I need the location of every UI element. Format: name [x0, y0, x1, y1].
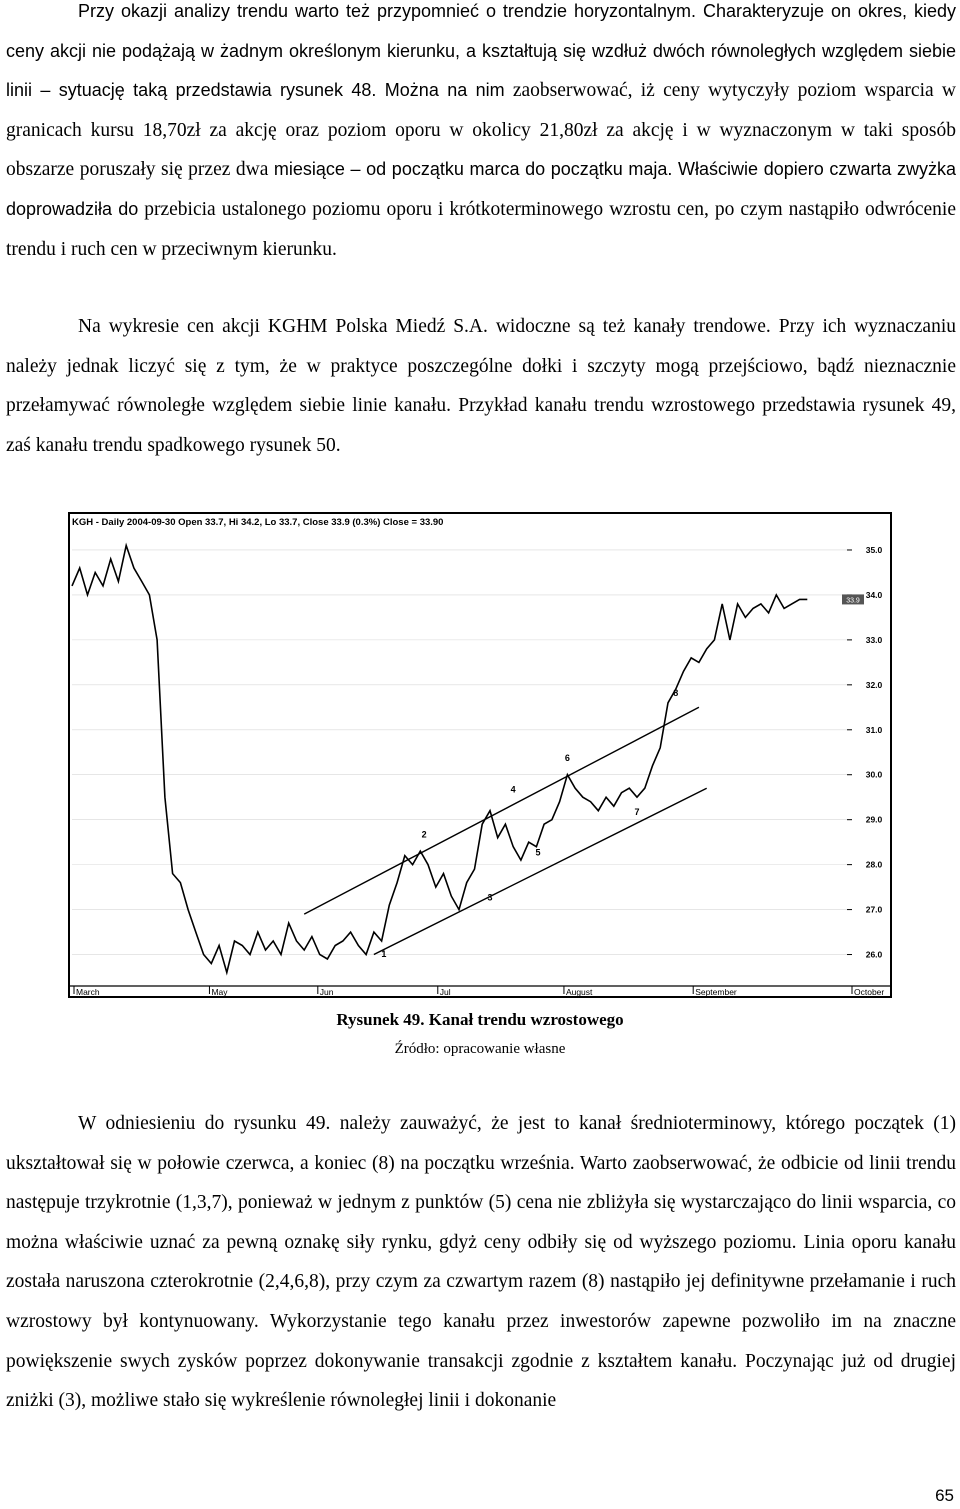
y-tick-label: 35.0 [865, 544, 883, 555]
point-label: 8 [673, 688, 679, 699]
last-value-marker [842, 594, 864, 604]
paragraph-1-serif-part: zaobserwować, iż ceny wytyczyły poziom wsparcia w granicach kursu 18,70zł za akcję oraz poziom oporu w okolicy 21,80zł za akcję i w wyznaczonym w taki sposób obszarze poruszały się przez dwa [6, 80, 956, 181]
y-tick-label: 31.0 [865, 724, 883, 735]
figure-source: Źródło: opracowanie własne [394, 1041, 566, 1057]
last-value-text: 33.9 [846, 597, 860, 605]
y-tick-label: 34.0 [865, 589, 883, 600]
x-tick-label: Jun [319, 987, 334, 997]
figure-caption: Rysunek 49. Kanał trendu wzrostowego [336, 1010, 624, 1029]
y-tick-label: 26.0 [865, 949, 883, 960]
paragraph-2 [6, 307, 956, 465]
point-label: 1 [381, 948, 387, 959]
point-label: 7 [634, 807, 640, 818]
chart-frame [69, 513, 891, 997]
x-tick-label: September [695, 987, 737, 997]
paragraph-2-text: Na wykresie cen akcji KGHM Polska Miedź S.A. widoczne są też kanały trendowe. Przy ich wyznaczaniu należy jednak liczyć się z tym, że w praktyce poszczególne dołki i szczyty mogą przejściowo, bądź nieznacznie przełamywać równoległe względem siebie linie kanału. Przykład kanału trendu wzrostowego przedstawia rysunek 49, zaś kanału trendu spadkowego rysunek 50. [6, 316, 956, 456]
y-tick-label: 29.0 [865, 814, 883, 825]
point-label: 6 [564, 753, 570, 764]
page-number: 65 [935, 1486, 954, 1505]
point-label: 4 [510, 784, 516, 795]
x-tick-label: August [565, 987, 593, 997]
paragraph-3 [6, 1104, 956, 1421]
point-label: 2 [421, 829, 427, 840]
x-tick-label: Jul [439, 987, 451, 997]
paragraph-3-text: W odniesieniu do rysunku 49. należy zauważyć, że jest to kanał średnioterminowy, którego początek (1) ukształtował się w połowie czerwca, a koniec (8) na początku września. Warto zaobserwować, że odbicie od linii trendu następuje trzykrotnie (1,3,7), ponieważ w jednym z punktów (5) cena nie zbliżyła się wystarczająco do linii wsparcia, co można właściwie uznać za pewną oznakę siły rynku, gdyż ceny odbiły się od wyższego poziomu. Linia oporu kanału została naruszona czterokrotnie (2,4,6,8), przy czym za czwartym razem (8) nastąpiło jej definitywne przełamanie i ruch wzrostowy był kontynuowany. Wykorzystanie tego kanału przez inwestorów zapewne pozwoliło im na znaczne powiększenie swych zysków poprzez dokonywanie transakcji zgodnie z kształtem kanału. Poczynając już od drugiej zniżki (3), możliwe stało się wykreślenie równoległej linii i dokonanie [6, 1113, 956, 1412]
y-tick-label: 27.0 [865, 904, 883, 915]
paragraph-1 [6, 0, 956, 269]
y-tick-label: 30.0 [865, 769, 883, 780]
paragraph-1-serif-part-2: przebicia ustalonego poziomu oporu i krótkoterminowego wzrostu cen, po czym nastąpiło odwrócenie trendu i ruch cen w przeciwnym kierunku. [6, 198, 957, 260]
x-tick-label: October [854, 987, 885, 997]
x-tick-label: March [76, 987, 100, 997]
y-tick-label: 33.0 [865, 634, 883, 645]
y-tick-label: 32.0 [865, 679, 883, 690]
paragraph-1-sans-part: Przy okazji analizy trendu warto też przypomnieć o trendzie horyzontalnym. Charakteryzuje on okres, kiedy ceny akcji nie podążają w żadnym określonym kierunku, a kształtują się wzdłuż dwóch równoległych względem siebie linii – sytuację taką przedstawia rysunek 48. Można na nim [6, 1, 956, 101]
x-tick-label: May [211, 987, 228, 997]
point-label: 5 [535, 847, 541, 858]
point-label: 3 [487, 892, 493, 903]
price-chart [68, 512, 892, 998]
chart-title: KGH - Daily 2004-09-30 Open 33.7, Hi 34.2, Lo 33.7, Close 33.9 (0.3%) Close = 33.90 [72, 517, 444, 528]
y-tick-label: 28.0 [865, 859, 883, 870]
paragraph-1-sans-part-2: miesiące – od początku marca do początku maja. Właściwie dopiero czwarta zwyżka doprowadziła do [6, 159, 957, 219]
